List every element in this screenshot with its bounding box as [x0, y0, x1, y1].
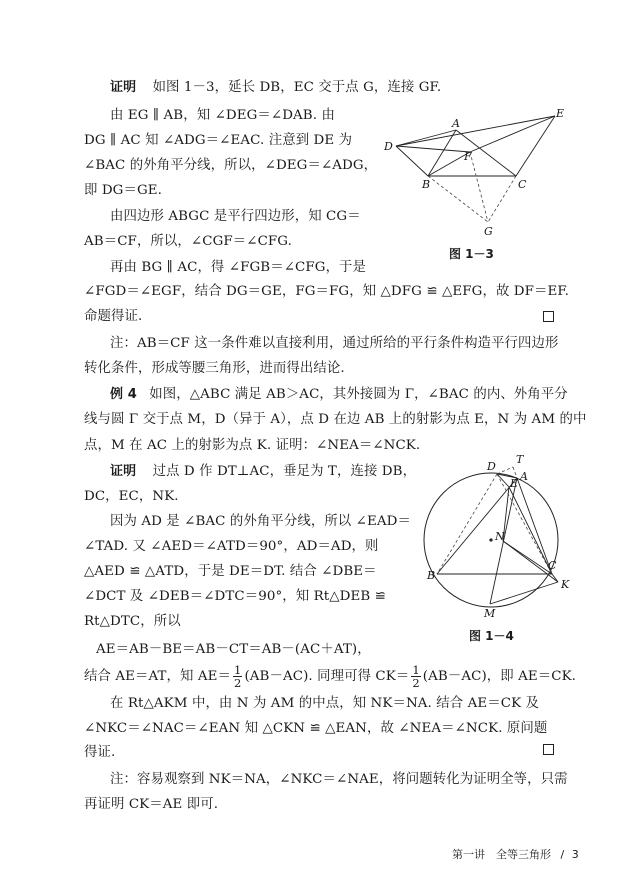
figure-1-3	[378, 108, 578, 238]
proof1-line-6: 由四边形 ABGC 是平行四边形，知 CG＝	[110, 209, 361, 224]
example4-line-1: 例 4 如图，△ABC 满足 AB＞AC，其外接圆为 Γ，∠BAC 的内、外角平分	[110, 387, 568, 402]
seg-CG	[488, 176, 516, 222]
label-A: A	[520, 470, 528, 483]
label-B: B	[422, 178, 431, 191]
label-C: C	[518, 178, 527, 191]
footer-separator: /	[560, 848, 565, 861]
figure-1-4	[415, 452, 585, 622]
label-N: N	[495, 530, 505, 543]
seg-DE	[396, 116, 555, 146]
fraction-one-half: $\frac{1}{2}$	[234, 663, 242, 690]
seg-CE	[516, 116, 555, 176]
label-B: B	[427, 569, 436, 582]
label-F: F	[464, 150, 472, 163]
example4-line-2: 线与圆 Γ 交于点 M，D（异于 A），点 D 在边 AB 上的射影为点 E，N 为 AM 的中	[84, 412, 587, 427]
proof1-line-3: DG ∥ AC 知 ∠ADG＝∠EAC. 注意到 DE 为	[84, 133, 353, 148]
seg-DB	[396, 146, 428, 176]
proof2-line-11: 得证.	[84, 745, 116, 760]
seg-MK	[490, 582, 558, 604]
seg-DF	[396, 146, 470, 152]
proof1-line-7: AB＝CF，所以，∠CGF＝∠CFG.	[84, 234, 292, 249]
proof1-line-2: 由 EG ∥ AB，知 ∠DEG＝∠DAB. 由	[110, 108, 335, 123]
seg-NC	[503, 541, 552, 574]
page-footer	[452, 846, 579, 862]
circle-center	[489, 538, 492, 541]
equation-AE: AE＝AB－BE＝AB－CT＝AB－(AC＋AT)，	[96, 642, 371, 657]
proof-label: 证明	[110, 80, 137, 95]
proof2-line-9: 在 Rt△AKM 中，由 N 为 AM 的中点，知 NK＝NA. 结合 AE＝CK 及	[110, 696, 540, 711]
proof2-line-10: ∠NKC＝∠NAC＝∠EAN 知 △CKN ≌ △EAN，故 ∠NEA＝∠NCK. 原问题	[84, 721, 548, 736]
seg-AC	[517, 478, 552, 574]
proof2-line-3: 因为 AD 是 ∠BAC 的外角平分线，所以 ∠EAD＝	[110, 514, 411, 529]
proof1-line-9: ∠FGD＝∠EGF，结合 DG＝GE，FG＝FG，知 △DFG ≌ △EFG，故 DF＝EF.	[84, 284, 570, 299]
proof2-line-2: DC，EC，NK.	[84, 489, 179, 504]
seg-DB	[437, 474, 497, 574]
proof-label: 证明	[110, 464, 137, 479]
seg-DA	[396, 130, 456, 146]
proof2-line-6: ∠DCT 及 ∠DEB＝∠DTC＝90°，知 Rt△DEB ≌	[84, 589, 386, 604]
example-label: 例 4	[110, 387, 137, 402]
proof1-line-4: ∠BAC 的外角平分线，所以，∠DEG＝∠ADG，	[84, 158, 378, 173]
proof1-line-8: 再由 BG ∥ AC，得 ∠FGB＝∠CFG，于是	[110, 260, 367, 275]
label-D: D	[384, 140, 393, 153]
note2-line-2: 再证明 CK＝AE 即可.	[84, 797, 219, 812]
example4-line-3: 点，M 在 AC 上的射影为点 K. 证明：∠NEA＝∠NCK.	[84, 438, 421, 453]
proof2-line-5: △AED ≌ △ATD，于是 DE＝DT. 结合 ∠DBE＝	[84, 564, 377, 579]
label-D: D	[487, 460, 496, 473]
qed-box-1	[543, 311, 554, 322]
page-number: 3	[571, 848, 579, 861]
note2-line-1: 注：容易观察到 NK＝NA，∠NKC＝∠NAE，将问题转化为证明全等，只需	[110, 772, 568, 787]
seg-DT	[497, 467, 513, 474]
note1-line-2: 转化条件，形成等腰三角形，进而得出结论.	[84, 361, 345, 376]
label-E: E	[510, 477, 519, 490]
label-G: G	[484, 225, 493, 238]
label-A: A	[452, 117, 460, 130]
proof2-line-4: ∠TAD. 又 ∠AED＝∠ATD＝90°，AD＝AD，则	[84, 539, 379, 554]
proof1-line-1: 证明 如图 1－3，延长 DB，EC 交于点 G，连接 GF.	[110, 80, 442, 95]
qed-box-2	[543, 744, 554, 755]
figure-1-3-caption: 图 1－3	[449, 247, 494, 261]
seg-BG	[428, 176, 488, 222]
note1-line-1: 注：AB＝CF 这一条件难以直接利用，通过所给的平行条件构造平行四边形	[110, 336, 559, 351]
fraction-one-half: $\frac{1}{2}$	[412, 663, 420, 690]
proof1-line-5: 即 DG＝GE.	[84, 183, 162, 198]
label-E: E	[556, 108, 565, 120]
seg-FG	[470, 152, 488, 222]
proof2-line-8: 结合 AE＝AT，知 AE＝ $\frac{1}{2}$ (AB－AC). 同理可得 CK＝ $\frac{1}{2}$ (AB－AC)，即 AE＝CK.	[84, 663, 577, 690]
figure-1-4-caption: 图 1－4	[469, 629, 514, 643]
footer-chapter: 第一讲 全等三角形	[452, 848, 551, 861]
proof2-line-7: Rt△DTC，所以	[84, 614, 181, 629]
seg-EF	[470, 116, 555, 152]
proof1-line-10: 命题得证.	[84, 309, 143, 324]
label-T: T	[516, 453, 524, 466]
label-C: C	[548, 559, 557, 572]
label-M: M	[484, 607, 496, 620]
proof2-line-1: 证明 过点 D 作 DT⊥AC，垂足为 T，连接 DB，	[110, 464, 417, 479]
label-K: K	[561, 578, 570, 591]
